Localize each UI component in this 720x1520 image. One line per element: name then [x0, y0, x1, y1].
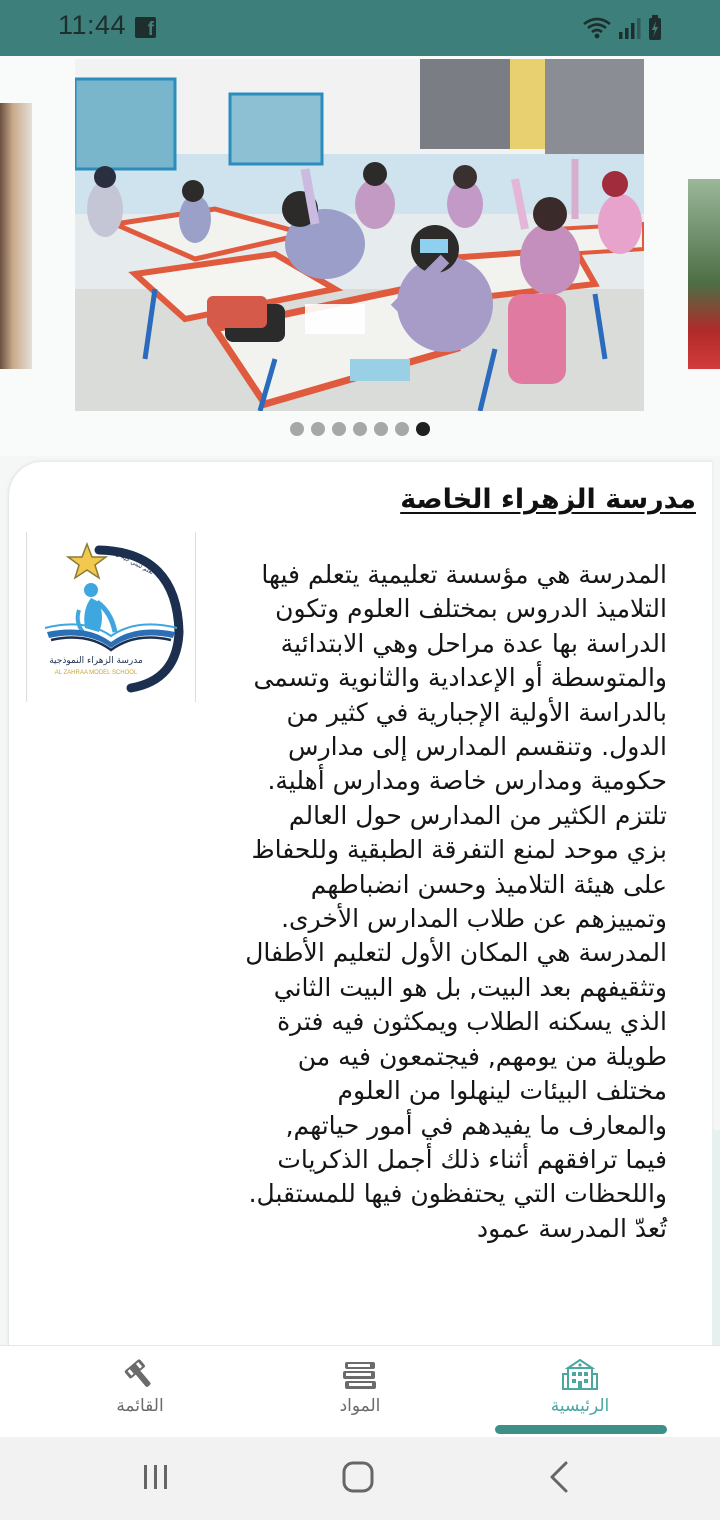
carousel-dot[interactable] [395, 422, 409, 436]
school-logo [26, 532, 196, 702]
article-title: مدرسة الزهراء الخاصة [400, 484, 696, 515]
article-card [8, 462, 712, 1362]
classroom-photo [75, 59, 644, 411]
logo-arabic-name: مدرسة الزهراء النموذجية [49, 656, 143, 666]
facebook-icon [135, 17, 156, 38]
signal-icon [618, 16, 642, 40]
bottom-navigation [0, 1345, 720, 1437]
system-navigation-bar [0, 1437, 720, 1520]
status-icons [582, 14, 662, 42]
carousel-current-slide[interactable] [75, 59, 644, 411]
nav-label-subjects: المواد [339, 1396, 381, 1416]
nav-item-subjects[interactable] [240, 1346, 480, 1438]
carousel-dot[interactable] [416, 422, 430, 436]
books-icon [342, 1358, 378, 1392]
active-tab-indicator [495, 1425, 667, 1434]
home-icon[interactable] [338, 1457, 378, 1497]
carousel-next-slide[interactable] [688, 179, 720, 369]
school-logo-graphic [27, 532, 197, 702]
carousel-prev-slide[interactable] [0, 103, 32, 369]
school-building-icon [562, 1358, 598, 1392]
carousel-dot[interactable] [332, 422, 346, 436]
scroll-edge-accent [712, 1130, 720, 1360]
logo-english-name: AL ZAHRAA MODEL SCHOOL [54, 670, 138, 676]
image-carousel[interactable] [0, 56, 720, 456]
nav-item-menu[interactable] [20, 1346, 260, 1438]
carousel-dot[interactable] [353, 422, 367, 436]
back-icon[interactable] [540, 1457, 580, 1497]
status-time: 11:44 [58, 10, 127, 40]
recent-apps-icon[interactable] [136, 1457, 176, 1497]
carousel-dot[interactable] [311, 422, 325, 436]
status-bar [0, 0, 720, 56]
nav-label-home: الرئيسية [550, 1396, 610, 1416]
battery-charging-icon [648, 15, 662, 41]
nav-label-menu: القائمة [116, 1396, 164, 1416]
carousel-dots [0, 422, 720, 436]
wrench-icon [122, 1358, 158, 1392]
carousel-dot[interactable] [290, 422, 304, 436]
article-body: المدرسة هي مؤسسة تعليمية يتعلم فيها التلاميذ الدروس بمختلف العلوم وتكون الدراسة بها عدة مراحل وهي الابتدائية والمتوسطة أو الإعدادية والثانوية وتسمى بالدراسة الأولية الإجبارية في كثير من الدول. وتنقسم المدارس إلى مدارس حكومية ومدارس خاصة ومدارس أهلية. تلتزم الكثير من المدارس حول العالم بزي موحد لمنع التفرقة الطبقية وللحفاظ على هيئة التلاميذ وحسن انضباطهم وتمييزهم عن طلاب المدارس الأخرى. المدرسة هي المكان الأول لتعليم الأطفال وتثقيفهم بعد البيت, بل هو البيت الثاني الذي يسكنه الطلاب ويمكثون فيه فترة طويلة من يومهم, فيجتمعون فيه من مختلف البيئات لينهلوا من العلوم والمعارف ما يفيدهم في أمور حياتهم, فيما ترافقهم أثناء ذلك أجمل الذكريات واللحظات التي يحتفظون فيها للمستقبل. تُعدّ المدرسة عمود [245, 560, 667, 1243]
logo-arc-text: نعلم لنبني جيلاً واعياً [107, 546, 155, 577]
carousel-dot[interactable] [374, 422, 388, 436]
wifi-icon [582, 16, 612, 40]
